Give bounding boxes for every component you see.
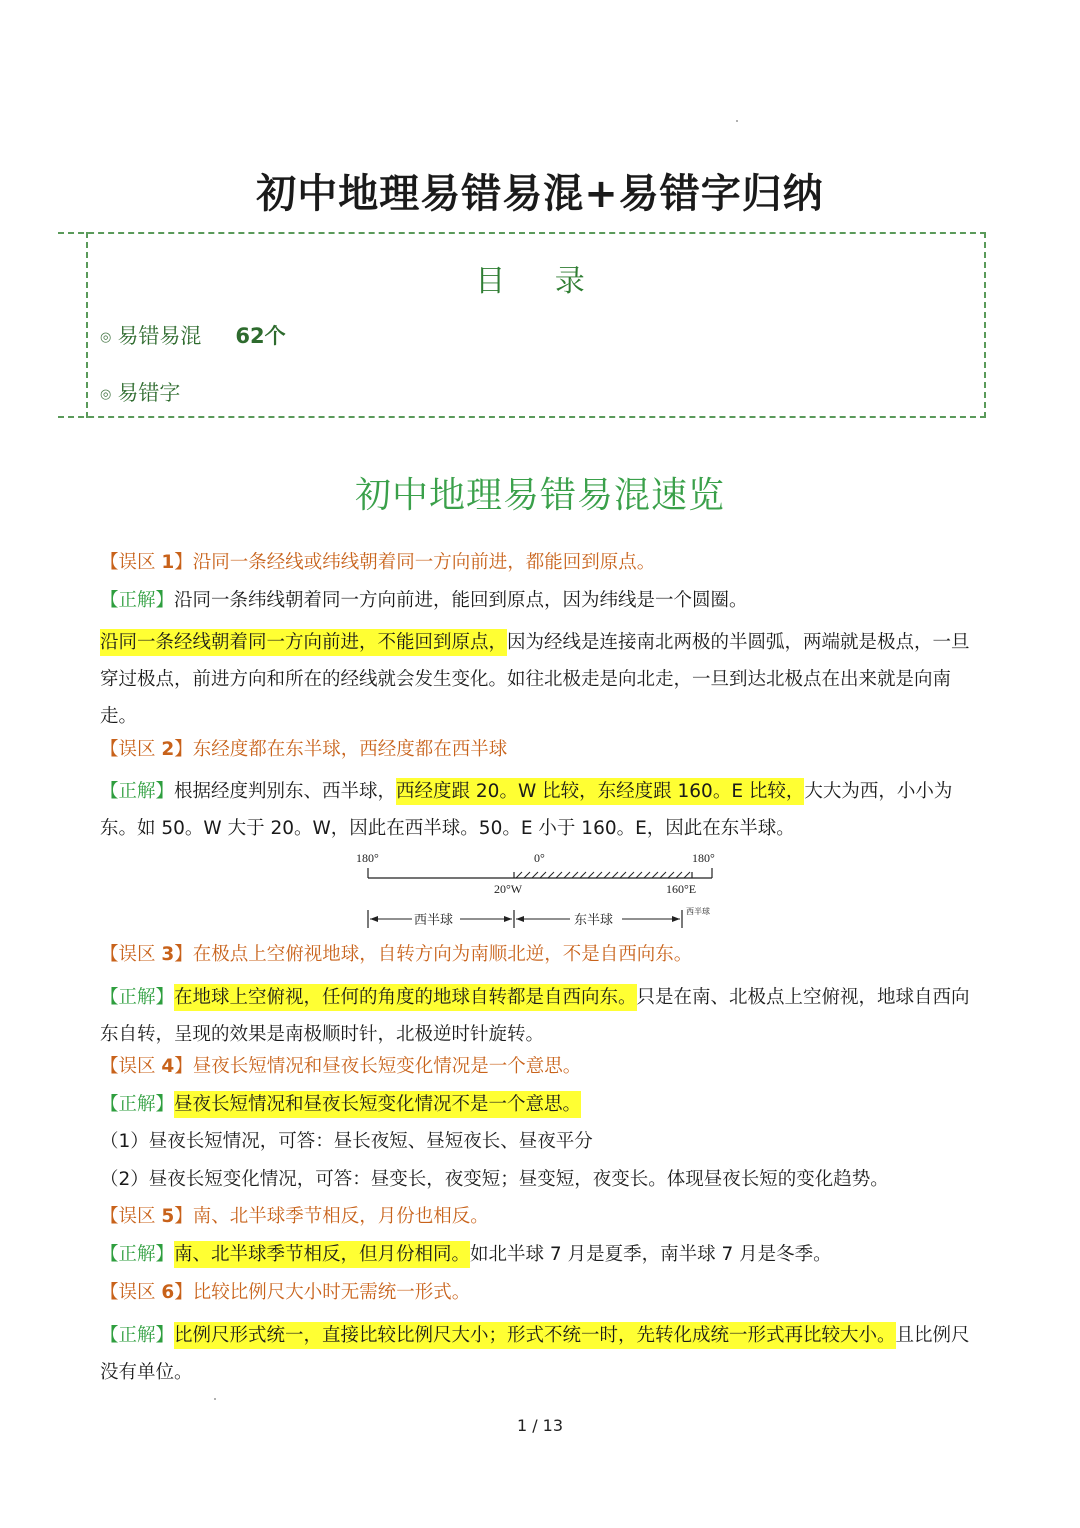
mistake-4: 【误区 4】昼夜长短情况和昼夜长短变化情况是一个意思。 (100, 1056, 582, 1077)
label-20w: 20°W (494, 882, 523, 896)
correction-4: 【正解】昼夜长短情况和昼夜长短变化情况不是一个意思。 (100, 1086, 980, 1123)
circle-bullet-icon: ◎ (100, 387, 112, 402)
longitude-hemisphere-diagram (356, 848, 726, 934)
toc-item-label: 易错字 (117, 381, 181, 405)
label-west-hemisphere-tail: 西半球 (686, 907, 710, 916)
correction-5: 【正解】南、北半球季节相反，但月份相同。如北半球 7 月是夏季，南半球 7 月是冬季。 (100, 1236, 980, 1273)
label-180-right: 180° (692, 851, 715, 865)
label-east-hemisphere: 东半球 (574, 913, 614, 928)
mistake-2: 【误区 2】东经度都在东半球，西经度都在西半球 (100, 739, 508, 760)
correction-6: 【正解】比例尺形式统一，直接比较比例尺大小；形式不统一时，先转化成统一形式再比较大小。且比例尺没有单位。 (100, 1317, 980, 1391)
mistake-3: 【误区 3】在极点上空俯视地球，自转方向为南顺北逆，不是自西向东。 (100, 944, 693, 965)
label-180-left: 180° (356, 851, 379, 865)
toc-right-border (984, 232, 986, 418)
correction-2: 【正解】根据经度判别东、西半球，西经度跟 20。W 比较，东经度跟 160。E 比较，大大为西，小小为东。如 50。W 大于 20。W，因此在西半球。50。E 小于 160。E，因此在东半球。 (100, 773, 980, 847)
label-160e: 160°E (666, 882, 697, 896)
page-number: 1 / 13 (516, 1416, 564, 1435)
toc-item-typos[interactable] (100, 378, 180, 410)
circle-bullet-icon: ◎ (100, 330, 112, 345)
mistake-1: 【误区 1】沿同一条经线或纬线朝着同一方向前进，都能回到原点。 (100, 552, 656, 573)
label-west-hemisphere: 西半球 (414, 913, 454, 928)
toc-item-mistakes[interactable] (100, 321, 286, 353)
section-title: 初中地理易错易混速览 (354, 475, 725, 516)
correction-4-item-1: （1）昼夜长短情况，可答：昼长夜短、昼短夜长、昼夜平分 (100, 1131, 593, 1152)
document-title: 初中地理易错易混+易错字归纳 (256, 171, 824, 217)
label-0: 0° (534, 851, 545, 865)
correction-1-detail: 沿同一条经线朝着同一方向前进，不能回到原点，因为经线是连接南北两极的半圆弧，两端就是极点，一旦穿过极点，前进方向和所在的经线就会发生变化。如往北极走是向北走，一旦到达北极点在出来就是向南走。 (100, 624, 980, 735)
toc-item-count: 62个 (235, 324, 286, 348)
mistake-5: 【误区 5】南、北半球季节相反，月份也相反。 (100, 1206, 489, 1227)
toc-left-border (86, 232, 88, 418)
mistake-6: 【误区 6】比较比例尺大小时无需统一形式。 (100, 1282, 471, 1303)
toc-heading: 目 录 (475, 264, 605, 299)
correction-3: 【正解】在地球上空俯视，任何的角度的地球自转都是自西向东。只是在南、北极点上空俯视，地球自西向东自转，呈现的效果是南极顺时针，北极逆时针旋转。 (100, 979, 980, 1053)
toc-item-label: 易错易混 (117, 324, 202, 348)
correction-1: 【正解】沿同一条纬线朝着同一方向前进，能回到原点，因为纬线是一个圆圈。 (100, 590, 748, 611)
correction-4-item-2: （2）昼夜长短变化情况，可答：昼变长，夜变短；昼变短，夜变长。体现昼夜长短的变化趋势。 (100, 1169, 889, 1190)
